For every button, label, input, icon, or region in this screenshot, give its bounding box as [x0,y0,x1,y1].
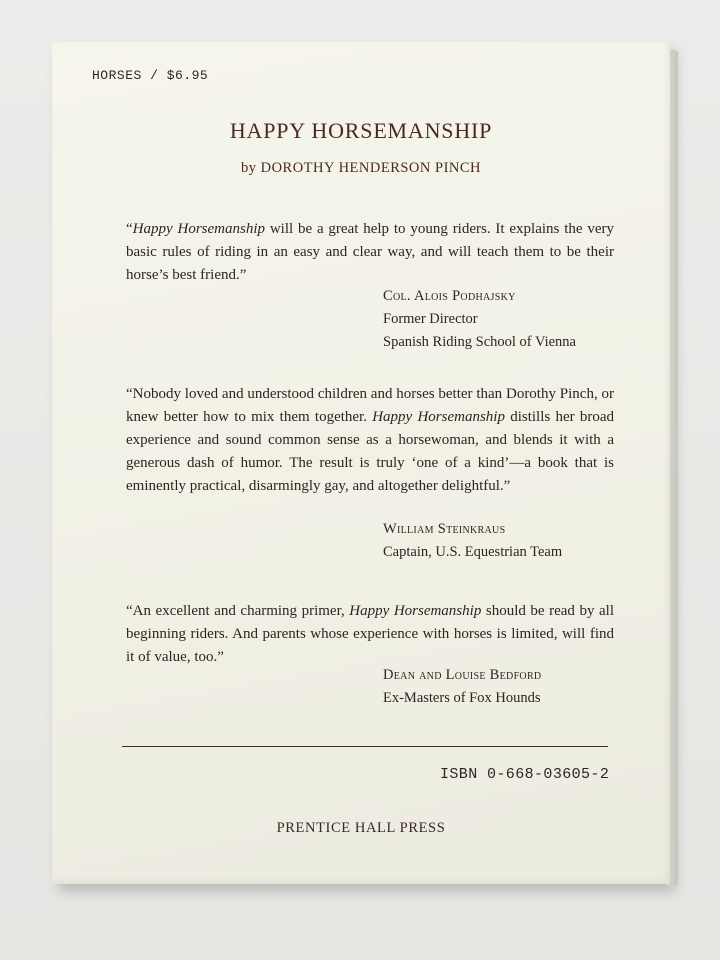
category-price-label: HORSES / $6.95 [92,68,209,83]
isbn: ISBN 0-668-03605-2 [440,766,610,783]
attribution-title: Ex-Masters of Fox Hounds [383,690,541,706]
blurb-2: “Nobody loved and understood children and horses better than Dorothy Pinch, or knew better how to mix them together. Happy Horsemanship distills her broad experience and sound common sense as a horsewoman, and blends it with a generous dash of humor. The result is truly ‘one of a kind’—a book that is eminently practical, disarmingly gay, and altogether delightful.” [126,386,614,494]
attribution-title: Former Director [383,311,478,327]
attribution-name: Col. Alois Podhajsky [383,288,516,304]
blurb-3-attribution [383,664,643,710]
blurb-2-attribution [383,518,643,564]
divider-rule [122,746,608,747]
blurb-1-attribution [383,285,643,354]
attribution-name: Dean and Louise Bedford [383,667,542,683]
attribution-title: Captain, U.S. Equestrian Team [383,544,563,560]
attribution-org: Spanish Riding School of Vienna [383,334,576,350]
author-byline: by DOROTHY HENDERSON PINCH [240,160,482,176]
attribution-name: William Steinkraus [383,521,506,537]
book-title: HAPPY HORSEMANSHIP [229,118,493,143]
blurb-1: “Happy Horsemanship will be a great help to young riders. It explains the very basic rules of riding in an easy and clear way, and will teach them to be their horse’s best friend.” [126,221,615,283]
blurb-3: “An excellent and charming primer, Happy Horsemanship should be read by all beginning riders. And parents whose experience with horses is limited, will find it of value, too.” [126,603,615,665]
publisher: PRENTICE HALL PRESS [276,820,446,836]
